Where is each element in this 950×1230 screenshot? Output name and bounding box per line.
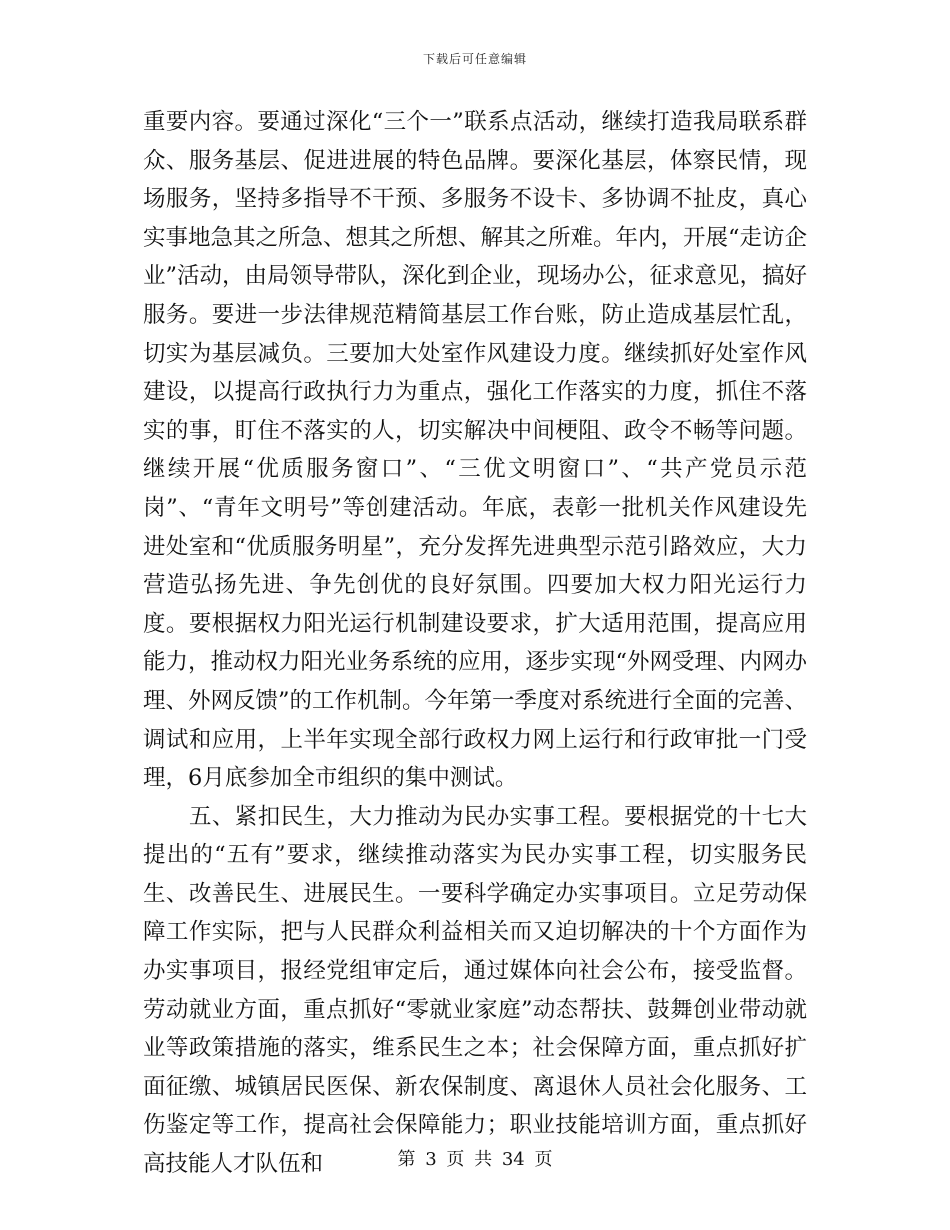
page-header: 下载后可任意编辑 xyxy=(422,52,527,66)
paragraph-continued: 重要内容。要通过深化“三个一”联系点活动，继续打造我局联系群众、服务基层、促进进展的特色品牌。要深化基层，体察民情，现场服务，坚持多指导不干预、多服务不设卡、多协调不扯皮，真心实事地急其之所急、想其之所想、解其之所难。年内，开展“走访企业”活动，由局领导带队，深化到企业，现场办公，征求意见，搞好服务。要进一步法律规范精简基层工作台账，防止造成基层忙乱，切实为基层减负。三要加大处室作风建设力度。继续抓好处室作风建设，以提高行政执行力为重点，强化工作落实的力度，抓住不落实的事，盯住不落实的人，切实解决中间梗阻、政令不畅等问题。继续开展“优质服务窗口”、“三优文明窗口”、“共产党员示范岗”、“青年文明号”等创建活动。年底，表彰一批机关作风建设先进处室和“优质服务明星”，充分发挥先进典型示范引路效应，大力营造弘扬先进、争先创优的良好氛围。四要加大权力阳光运行力度。要根据权力阳光运行机制建设要求，扩大适用范围，提高应用能力，推动权力阳光业务系统的应用，逐步实现“外网受理、内网办理、外网反馈”的工作机制。今年第一季度对系统进行全面的完善、调试和应用，上半年实现全部行政权力网上运行和行政审批一门受理，6月底参加全市组织的集中测试。 xyxy=(143,109,808,792)
paragraph-section-five: 五、紧扣民生，大力推动为民办实事工程。要根据党的十七大提出的“五有”要求，继续推动落实为民办实事工程，切实服务民生、改善民生、进展民生。一要科学确定办实事项目。立足劳动保障工作实际，把与人民群众利益相关而又迫切解决的十个方面作为办实事项目，报经党组审定后，通过媒体向社会公布，接受监督。劳动就业方面，重点抓好“零就业家庭”动态帮扶、鼓舞创业带动就业等政策措施的落实，维系民生之本；社会保障方面，重点抓好扩面征缴、城镇居民医保、新农保制度、离退休人员社会化服务、工伤鉴定等工作，提高社会保障能力；职业技能培训方面，重点抓好高技能人才队伍和 xyxy=(143,803,807,1178)
page-number-footer: 第 3 页 共 34 页 xyxy=(397,1149,553,1170)
document-body xyxy=(143,103,807,1184)
